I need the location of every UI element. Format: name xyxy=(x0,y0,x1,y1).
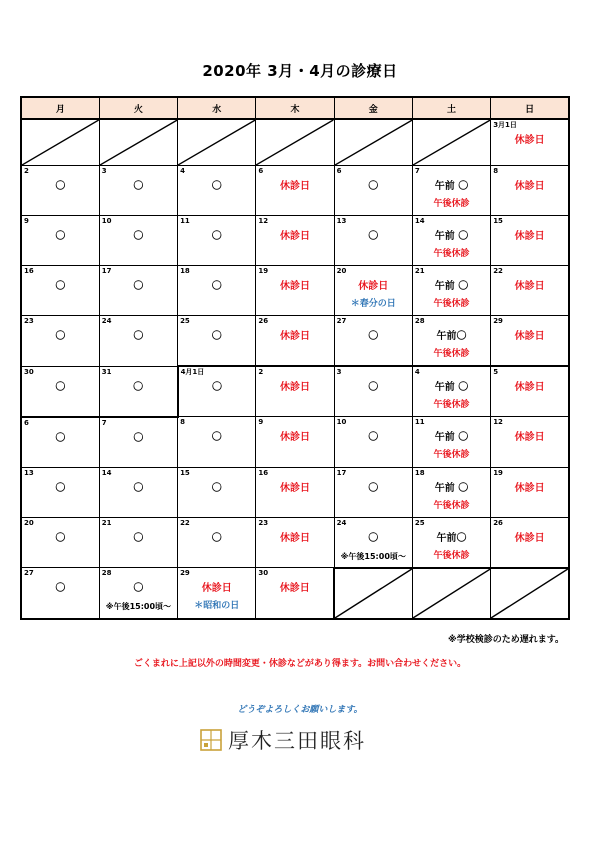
blank-day-cell xyxy=(99,119,177,166)
diagonal-slash-icon xyxy=(256,120,333,165)
schedule-change-note: ごくまれに上記以外の時間変更・休診などがあり得ます。お問い合わせください。 xyxy=(133,659,467,669)
day-status: 〇 xyxy=(211,532,222,544)
week-row xyxy=(21,316,569,367)
day-note: 午後休診 xyxy=(433,349,470,359)
day-status: 〇 xyxy=(211,432,222,443)
day-cell xyxy=(491,417,569,468)
day-cell xyxy=(21,216,99,266)
day-number: 18 xyxy=(414,468,425,477)
day-number: 7 xyxy=(414,167,420,175)
diagonal-slash-icon xyxy=(335,120,412,165)
day-status: 午前 〇 xyxy=(434,181,469,192)
day-status: 〇 xyxy=(55,432,66,444)
day-number: 17 xyxy=(336,468,347,477)
day-number: 29 xyxy=(493,317,503,325)
blank-day-cell xyxy=(334,568,412,619)
day-cell xyxy=(21,366,99,417)
blank-day-cell xyxy=(178,119,256,166)
day-number: 29 xyxy=(180,569,190,577)
day-cell xyxy=(256,517,334,568)
day-status: 〇 xyxy=(133,432,144,444)
day-status: 休診日 xyxy=(514,482,545,494)
greeting-text: どうぞよろしくお願いします。 xyxy=(237,705,363,715)
day-cell xyxy=(334,316,412,367)
day-number: 19 xyxy=(258,267,269,275)
day-cell xyxy=(178,467,256,517)
day-number: 4 xyxy=(414,368,420,376)
calendar-table xyxy=(20,96,570,620)
day-cell xyxy=(491,216,569,266)
day-cell xyxy=(412,166,490,216)
week-row xyxy=(21,517,569,568)
day-status: 〇 xyxy=(368,532,379,544)
day-status: 休診日 xyxy=(201,583,232,594)
clinic-logo-icon xyxy=(200,728,222,752)
day-number: 17 xyxy=(101,267,112,275)
day-cell xyxy=(334,366,412,417)
day-number: 14 xyxy=(101,468,112,477)
day-number: 25 xyxy=(414,518,425,527)
day-status: 〇 xyxy=(133,231,144,242)
diagonal-slash-icon xyxy=(335,569,412,618)
day-status: 〇 xyxy=(211,281,222,292)
day-status: 〇 xyxy=(211,331,222,342)
day-cell xyxy=(99,366,177,417)
clinic-logo xyxy=(200,727,366,753)
day-number: 13 xyxy=(24,468,34,477)
weekday-header: 月 xyxy=(21,97,99,119)
day-cell xyxy=(334,417,412,468)
day-cell xyxy=(178,417,256,468)
day-number: 27 xyxy=(336,317,347,325)
clinic-name: 厚木三田眼科 xyxy=(228,729,366,753)
day-cell xyxy=(21,568,99,619)
day-number: 7 xyxy=(101,418,107,427)
day-note: ＊昭和の日 xyxy=(194,601,240,611)
day-cell xyxy=(21,166,99,216)
day-status: 休診日 xyxy=(279,583,310,594)
day-cell xyxy=(99,417,177,468)
day-number: 8 xyxy=(180,418,185,426)
day-number: 12 xyxy=(258,217,269,225)
day-cell xyxy=(99,517,177,568)
day-status: 休診日 xyxy=(279,331,310,342)
day-cell xyxy=(178,216,256,266)
day-number: 24 xyxy=(101,317,112,325)
day-status: 休診日 xyxy=(279,231,310,242)
day-cell xyxy=(412,316,490,367)
day-number: 3 xyxy=(101,167,107,175)
day-status: 午前 〇 xyxy=(434,382,469,393)
day-cell xyxy=(256,316,334,367)
day-cell xyxy=(491,119,569,166)
day-status: 〇 xyxy=(133,583,144,594)
day-status: 休診日 xyxy=(514,331,545,342)
day-cell xyxy=(334,517,412,568)
day-cell xyxy=(412,266,490,316)
week-row xyxy=(21,166,569,216)
day-number: 25 xyxy=(180,317,190,325)
blank-day-cell xyxy=(412,119,490,166)
day-status: 〇 xyxy=(55,331,66,342)
day-number: 6 xyxy=(24,418,29,427)
day-number: 20 xyxy=(336,267,347,275)
day-cell xyxy=(21,266,99,316)
day-number: 3月1日 xyxy=(493,121,517,129)
page-title: 2020年 3月・4月の診療日 xyxy=(202,62,398,80)
day-number: 10 xyxy=(101,217,112,225)
diagonal-slash-icon xyxy=(413,120,490,165)
day-number: 4 xyxy=(180,167,185,175)
diagonal-slash-icon xyxy=(413,569,490,618)
day-number: 9 xyxy=(258,418,264,426)
day-status: 休診日 xyxy=(279,181,310,192)
weekday-header: 金 xyxy=(334,97,412,119)
day-status: 〇 xyxy=(368,482,379,494)
day-cell xyxy=(412,467,490,517)
day-number: 19 xyxy=(493,468,503,477)
day-cell xyxy=(99,568,177,619)
day-cell xyxy=(21,316,99,367)
day-note: 午後休診 xyxy=(433,199,470,209)
day-status: 午前〇 xyxy=(436,331,467,342)
day-note: 午後休診 xyxy=(433,249,470,259)
day-note: ※午後15:00頃～ xyxy=(340,551,406,561)
day-status: 〇 xyxy=(368,181,379,192)
day-cell xyxy=(178,568,256,619)
weekday-header: 木 xyxy=(256,97,334,119)
day-status: 〇 xyxy=(211,181,222,192)
day-cell xyxy=(491,166,569,216)
weekday-header: 土 xyxy=(412,97,490,119)
day-status: 〇 xyxy=(368,331,379,342)
day-number: 23 xyxy=(24,317,34,325)
day-cell xyxy=(178,316,256,367)
day-status: 〇 xyxy=(211,482,222,494)
day-cell xyxy=(491,467,569,517)
diagonal-slash-icon xyxy=(22,120,99,165)
day-status: 午前 〇 xyxy=(434,432,469,443)
day-status: 休診日 xyxy=(279,281,310,292)
blank-day-cell xyxy=(491,568,569,619)
week-row xyxy=(21,216,569,266)
week-row xyxy=(21,417,569,468)
day-cell xyxy=(412,417,490,468)
day-note: 午後休診 xyxy=(433,299,470,309)
week-row xyxy=(21,119,569,166)
day-status: 休診日 xyxy=(279,432,310,443)
day-cell xyxy=(412,366,490,417)
day-status: 午前〇 xyxy=(436,532,467,544)
day-status: 〇 xyxy=(55,532,66,544)
day-number: 10 xyxy=(336,418,347,426)
day-cell xyxy=(256,568,334,619)
day-number: 11 xyxy=(414,418,425,426)
day-status: 午前 〇 xyxy=(434,281,469,292)
day-cell xyxy=(99,216,177,266)
day-number: 13 xyxy=(336,217,347,225)
day-number: 23 xyxy=(258,518,269,527)
day-status: 休診日 xyxy=(358,281,389,292)
day-status: 〇 xyxy=(55,583,66,594)
day-cell xyxy=(334,166,412,216)
day-number: 2 xyxy=(24,167,29,175)
day-cell xyxy=(256,366,334,417)
day-cell xyxy=(412,517,490,568)
day-status: 〇 xyxy=(55,231,66,242)
day-note: ※午後15:00頃～ xyxy=(105,602,172,611)
day-status: 休診日 xyxy=(279,532,310,544)
day-number: 6 xyxy=(336,167,342,175)
day-number: 11 xyxy=(180,217,190,225)
day-number: 4月1日 xyxy=(180,368,205,376)
day-number: 18 xyxy=(180,267,190,275)
day-status: 〇 xyxy=(368,231,379,242)
weekday-header: 日 xyxy=(491,97,569,119)
day-number: 28 xyxy=(101,569,112,577)
day-cell xyxy=(99,467,177,517)
day-status: 午前 〇 xyxy=(434,482,469,494)
day-status: 午前 〇 xyxy=(434,231,469,242)
weekday-header: 水 xyxy=(178,97,256,119)
day-number: 14 xyxy=(414,217,425,225)
day-note: 午後休診 xyxy=(433,450,470,460)
day-status: 〇 xyxy=(133,532,144,544)
blank-day-cell xyxy=(256,119,334,166)
day-status: 休診日 xyxy=(514,231,545,242)
day-cell xyxy=(491,316,569,367)
week-row xyxy=(21,366,569,417)
day-cell xyxy=(491,366,569,417)
day-cell xyxy=(256,266,334,316)
day-number: 20 xyxy=(24,518,34,527)
day-number: 21 xyxy=(414,267,425,275)
day-status: 休診日 xyxy=(514,135,545,146)
day-number: 15 xyxy=(493,217,503,225)
week-row xyxy=(21,266,569,316)
day-status: 〇 xyxy=(211,382,222,393)
day-cell xyxy=(99,316,177,367)
day-number: 8 xyxy=(493,167,499,175)
day-status: 〇 xyxy=(133,482,144,494)
day-status: 休診日 xyxy=(279,482,310,494)
day-note: 午後休診 xyxy=(433,400,470,410)
day-number: 22 xyxy=(493,267,503,275)
blank-day-cell xyxy=(412,568,490,619)
day-status: 〇 xyxy=(368,432,379,443)
day-status: 休診日 xyxy=(514,532,545,544)
day-cell xyxy=(256,467,334,517)
diagonal-slash-icon xyxy=(178,120,255,165)
day-number: 22 xyxy=(180,518,190,527)
day-number: 16 xyxy=(258,468,269,477)
day-cell xyxy=(334,467,412,517)
day-status: 〇 xyxy=(55,281,66,292)
day-cell xyxy=(99,266,177,316)
day-status: 休診日 xyxy=(514,432,545,443)
day-cell xyxy=(491,266,569,316)
day-number: 16 xyxy=(24,267,34,275)
weekday-header: 火 xyxy=(99,97,177,119)
day-status: 〇 xyxy=(133,181,144,192)
blank-day-cell xyxy=(334,119,412,166)
day-status: 休診日 xyxy=(514,181,545,192)
day-note: 午後休診 xyxy=(433,500,470,511)
day-number: 30 xyxy=(24,367,34,376)
day-number: 2 xyxy=(258,368,264,376)
day-status: 休診日 xyxy=(514,281,545,292)
day-cell xyxy=(21,517,99,568)
day-number: 21 xyxy=(101,518,112,527)
day-number: 26 xyxy=(258,317,269,325)
day-number: 9 xyxy=(24,217,29,225)
day-status: 〇 xyxy=(55,482,66,494)
day-cell xyxy=(21,467,99,517)
day-number: 5 xyxy=(493,368,499,376)
day-status: 〇 xyxy=(368,382,379,393)
day-status: 〇 xyxy=(55,181,66,192)
day-number: 28 xyxy=(414,317,425,325)
day-cell xyxy=(256,417,334,468)
day-number: 12 xyxy=(493,418,503,426)
day-cell xyxy=(178,517,256,568)
day-cell xyxy=(21,417,99,468)
school-checkup-note: ※学校検診のため遅れます。 xyxy=(447,635,564,645)
day-number: 24 xyxy=(336,518,347,527)
day-cell xyxy=(491,517,569,568)
day-number: 6 xyxy=(258,167,264,175)
day-status: 〇 xyxy=(55,381,66,393)
day-number: 31 xyxy=(101,367,112,376)
day-status: 休診日 xyxy=(514,382,545,393)
day-number: 27 xyxy=(24,569,34,577)
day-cell xyxy=(178,366,256,417)
day-status: 休診日 xyxy=(279,382,310,393)
day-cell xyxy=(178,166,256,216)
day-cell xyxy=(334,266,412,316)
blank-day-cell xyxy=(21,119,99,166)
day-note: 午後休診 xyxy=(433,550,470,561)
day-status: 〇 xyxy=(133,381,144,393)
day-number: 3 xyxy=(336,368,342,376)
day-number: 15 xyxy=(180,468,190,477)
weekday-header-row xyxy=(21,97,569,119)
week-row xyxy=(21,467,569,517)
day-cell xyxy=(412,216,490,266)
day-number: 30 xyxy=(258,569,269,577)
day-number: 26 xyxy=(493,518,503,527)
week-row xyxy=(21,568,569,619)
day-cell xyxy=(256,166,334,216)
day-status: 〇 xyxy=(133,281,144,292)
day-cell xyxy=(178,266,256,316)
day-cell xyxy=(256,216,334,266)
day-cell xyxy=(334,216,412,266)
diagonal-slash-icon xyxy=(491,569,568,618)
day-status: 〇 xyxy=(133,331,144,342)
day-cell xyxy=(99,166,177,216)
day-note: ＊春分の日 xyxy=(350,299,396,309)
day-status: 〇 xyxy=(211,231,222,242)
diagonal-slash-icon xyxy=(100,120,177,165)
